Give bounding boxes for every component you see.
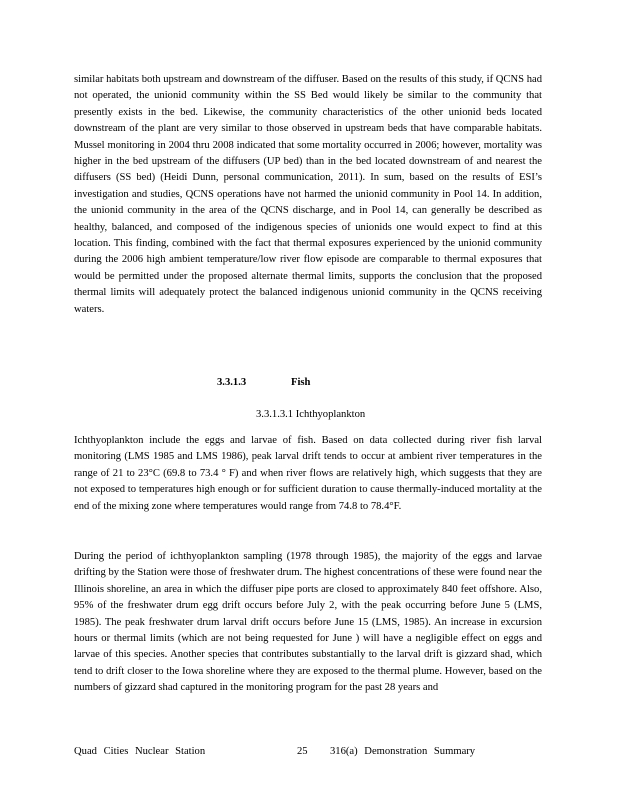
footer-station-name: Quad Cities Nuclear Station xyxy=(74,746,206,757)
section-number: 3.3.1.3 xyxy=(217,377,247,388)
body-paragraph-ichthyoplankton-intro: Ichthyoplankton include the eggs and larvae of fish. Based on data collected during river fish larval monitoring (LMS 1985 and LMS 1986), peak larval drift tends to occur at ambient river temperatures in the range of 21 to 23°C (69.8 to 73.4 ° F) and when river flows are relatively high, which suggests that they are not exposed to temperatures high enough or for sufficient duration to cause thermally-induced mortality at the end of the mixing zone where temperatures would range from 74.8 to 78.4°F. xyxy=(74,435,542,512)
body-paragraph-sampling-period: During the period of ichthyoplankton sampling (1978 through 1985), the majority of the eggs and larvae drifting by the Station were those of freshwater drum. The highest concentrations of these were found near the Illinois shoreline, an area in which the diffuser pipe ports are closed to approximately 840 feet offshore. Also, 95% of the freshwater drum egg drift occurs before July 2, with the peak occurring before June 5 (LMS, 1985). The peak freshwater drum larval drift occurs before June 15 (LMS, 1985). An increase in excursion hours or thermal limits (which are not being requested for June ) will have a negligible effect on eggs and larvae of this species. Another species that contributes substantially to the larval drift is gizzard shad, which tend to drift closer to the Iowa shoreline where they are exposed to the thermal plume. However, based on the numbers of gizzard shad captured in the monitoring program for the past 28 years and xyxy=(74,551,542,694)
body-paragraph-unionid-summary: similar habitats both upstream and downstream of the diffuser. Based on the results of this study, if QCNS had not operated, the unionid community within the SS Bed would likely be similar to the community that presently exists in the bed. Likewise, the community characteristics of the other unionid beds located downstream of the plant are very similar to those observed in upstream beds that have comparable habitats. Mussel monitoring in 2004 thru 2008 indicated that some mortality occurred in 2006; however, mortality was higher in the bed upstream of the diffusers (UP bed) than in the bed located downstream of and nearest the diffusers (SS bed) (Heidi Dunn, personal communication, 2011). In sum, based on the results of ESI’s investigation and studies, QCNS operations have not harmed the unionid community in Pool 14. In addition, the unionid community in the area of the QCNS discharge, and in Pool 14, can generally be described as healthy, balanced, and composed of the indigenous species of unionids one would expect to find at this location. This finding, combined with the fact that thermal exposures experienced by the unionid community during the 2006 high ambient temperature/low river flow episode are comparable to thermal exposures that would be permitted under the proposed alternate thermal limits, supports the conclusion that the proposed thermal limits will adequately protect the balanced indigenous unionid community in the QCNS receiving waters. xyxy=(74,74,542,315)
footer-document-title: 316(a) Demonstration Summary xyxy=(330,746,476,757)
subsection-heading: 3.3.1.3.1 Ichthyoplankton xyxy=(256,409,366,420)
section-title: Fish xyxy=(291,377,311,388)
footer-page-number: 25 xyxy=(297,746,308,757)
